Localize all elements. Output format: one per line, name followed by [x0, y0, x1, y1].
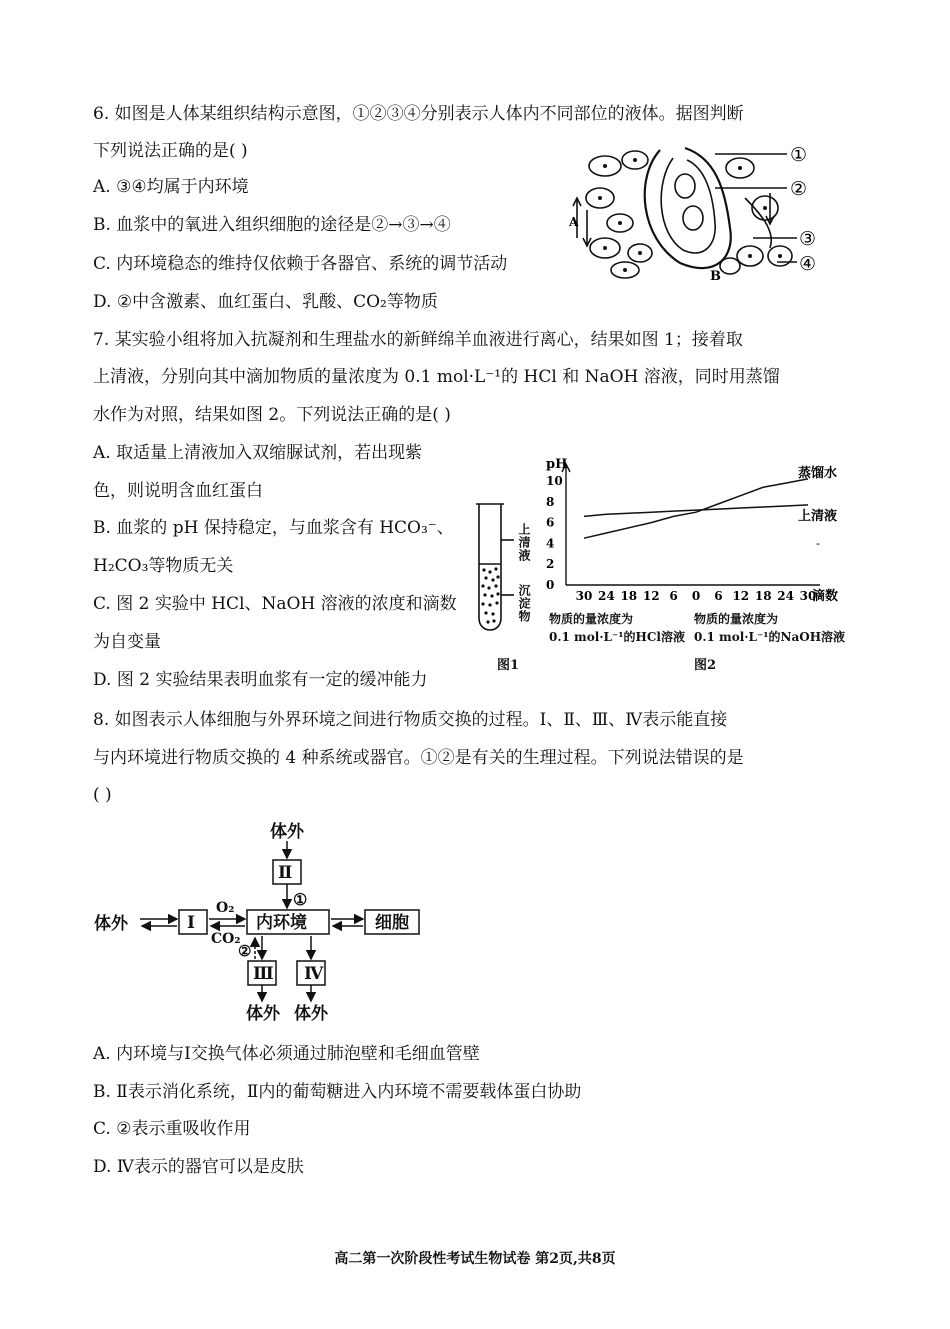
series-label-1: 蒸馏水 [798, 465, 838, 481]
x-tick-label: 30 [799, 589, 817, 603]
x-tick-label: 18 [620, 589, 638, 603]
y-tick-label: 0 [546, 578, 555, 592]
q7-option-c-line1: C. 图 2 实验中 HCl、NaOH 溶液的浓度和滴数 [93, 594, 457, 614]
q6-option-d: D. ②中含激素、血红蛋白、乳酸、CO₂等物质 [93, 292, 438, 312]
q8-option-b: B. Ⅱ表示消化系统，Ⅱ内的葡萄糖进入内环境不需要载体蛋白协助 [93, 1082, 582, 1102]
box-iii: Ⅲ [253, 964, 274, 984]
series-line-2 [584, 505, 808, 516]
precipitate-dots [481, 567, 499, 623]
q8-option-c: C. ②表示重吸收作用 [93, 1119, 251, 1139]
supernatant-label: 上清液 [517, 523, 531, 562]
outside-bottom-right: 体外 [294, 1004, 328, 1024]
y-tick-label: 2 [546, 557, 555, 572]
process-2: ② [238, 942, 252, 960]
q7-stem-line1: 7. 某实验小组将加入抗凝剂和生理盐水的新鲜绵羊血液进行离心，结果如图 1；接着取 [93, 330, 743, 350]
x-tick-label: 24 [598, 589, 615, 603]
x-tick-label: 6 [714, 589, 723, 603]
cell-box: 细胞 [375, 913, 409, 933]
label-b: B [710, 269, 721, 284]
label-3: ③ [799, 228, 817, 250]
q6-stem-line2: 下列说法正确的是( ) [93, 141, 248, 161]
q7-stem-line3: 水作为对照，结果如图 2。下列说法正确的是( ) [93, 405, 451, 425]
x-tick-label: 24 [777, 589, 794, 603]
x-tick-label: 12 [732, 589, 750, 603]
box-ii: Ⅱ [278, 863, 293, 883]
tissue-structure-figure [565, 138, 845, 288]
chart-annotation: - [816, 536, 821, 551]
q7-option-d: D. 图 2 实验结果表明血浆有一定的缓冲能力 [93, 670, 428, 690]
naoh-note-line1: 物质的量浓度为 [694, 612, 779, 626]
q7-option-b-line2: H₂CO₃等物质无关 [93, 556, 234, 576]
hcl-note-line1: 物质的量浓度为 [549, 612, 634, 626]
x-tick-label: 6 [669, 589, 678, 603]
y-tick-label: 10 [546, 474, 563, 488]
q6-option-b: B. 血浆中的氧进入组织细胞的途径是②→③→④ [93, 215, 451, 235]
q6-option-c: C. 内环境稳态的维持仅依赖于各器官、系统的调节活动 [93, 254, 508, 274]
x-tick-label: 18 [754, 589, 772, 603]
box-i: Ⅰ [187, 913, 195, 933]
series-line-1 [584, 479, 808, 538]
x-tick-label: 0 [691, 589, 701, 603]
center-environment: 内环境 [256, 913, 307, 933]
y-tick-label: 8 [546, 494, 555, 509]
q6-stem-line1: 6. 如图是人体某组织结构示意图，①②③④分别表示人体内不同部位的液体。据图判断 [93, 104, 744, 124]
q8-stem-line3: ( ) [93, 785, 112, 805]
outside-left: 体外 [94, 914, 128, 934]
outside-top: 体外 [270, 822, 304, 842]
outside-bottom-left: 体外 [246, 1004, 280, 1024]
figure-1-caption: 图1 [497, 658, 520, 673]
process-1: ① [293, 890, 308, 909]
q7-option-c-line2: 为自变量 [93, 632, 161, 652]
x-axis-label: 滴数 [812, 589, 839, 604]
hcl-note-line2: 0.1 mol·L⁻¹的HCl溶液 [549, 630, 685, 644]
y-tick-label: 6 [546, 515, 555, 530]
x-tick-label: 30 [575, 589, 593, 603]
o2-label: O₂ [216, 900, 235, 916]
q8-stem-line1: 8. 如图表示人体细胞与外界环境之间进行物质交换的过程。Ⅰ、Ⅱ、Ⅲ、Ⅳ表示能直接 [93, 710, 728, 730]
y-axis-label: pH [546, 457, 568, 472]
q6-option-a: A. ③④均属于内环境 [93, 177, 249, 197]
label-2: ② [790, 178, 808, 200]
q8-option-d: D. Ⅳ表示的器官可以是皮肤 [93, 1157, 304, 1177]
naoh-note-line2: 0.1 mol·L⁻¹的NaOH溶液 [694, 630, 846, 644]
label-a: A [569, 215, 579, 229]
q7-option-a-line1: A. 取适量上清液加入双缩脲试剂，若出现紫 [93, 443, 423, 463]
ph-line-chart [540, 452, 850, 607]
label-4: ④ [799, 253, 817, 275]
q7-stem-line2: 上清液，分别向其中滴加物质的量浓度为 0.1 mol·L⁻¹的 HCl 和 NaOH 溶液，同时用蒸馏 [93, 367, 780, 387]
q8-stem-line2: 与内环境进行物质交换的 4 种系统或器官。①②是有关的生理过程。下列说法错误的是 [93, 748, 744, 768]
page-footer: 高二第一次阶段性考试生物试卷 第2页,共8页 [334, 1251, 616, 1267]
x-tick-label: 12 [642, 589, 660, 603]
figure-2-caption: 图2 [694, 658, 717, 673]
co2-label: CO₂ [211, 931, 241, 947]
q7-option-a-line2: 色，则说明含血红蛋白 [93, 481, 263, 501]
exchange-diagram [90, 815, 430, 1030]
label-1: ① [790, 144, 808, 166]
series-label-2: 上清液 [798, 508, 838, 524]
q7-option-b-line1: B. 血浆的 pH 保持稳定，与血浆含有 HCO₃⁻、 [93, 518, 454, 538]
q8-option-a: A. 内环境与Ⅰ交换气体必须通过肺泡壁和毛细血管壁 [93, 1044, 480, 1064]
y-tick-label: 4 [546, 536, 555, 551]
box-iv: Ⅳ [304, 964, 324, 984]
precipitate-label: 沉淀物 [517, 584, 531, 623]
